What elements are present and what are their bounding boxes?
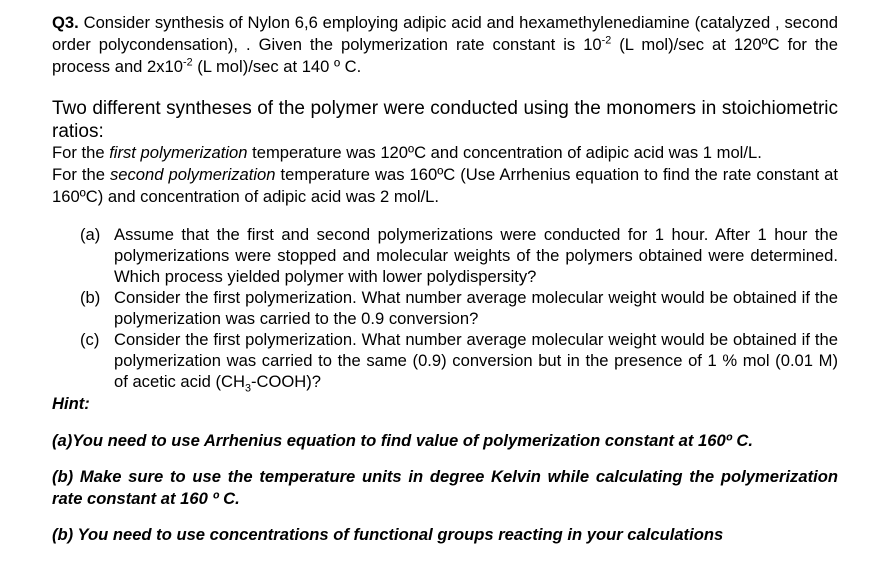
item-label: (b) — [80, 288, 101, 307]
exponent-2: -2 — [183, 56, 193, 69]
first-post: temperature was 120ºC and concentration of adipic acid was 1 mol/L. — [247, 143, 762, 162]
item-label: (c) — [80, 330, 100, 349]
hint-b-concentrations: (b) You need to use concentrations of functional groups reacting in your calculations — [52, 525, 724, 544]
question-items — [80, 224, 838, 395]
hint-label: Hint: — [52, 394, 90, 413]
item-text-1: Consider the first polymerization. What number average molecular weight would be obtained if the polymerization was carried to the same (0.9) conversion but in the presence of 1 % mol (0.01 M) of acetic acid (CH — [114, 330, 838, 391]
intro-text-1: Consider synthesis of Nylon 6,6 employing adipic acid and hexamethylenediamine (catalyzed , second order polycondensation), . Given the polymerization rate constant is 10 — [52, 13, 838, 54]
intro-text-3: (L mol)/sec at 140 º C. — [192, 57, 362, 76]
intro-text-2: (L mol)/sec at 120ºC for the process and 2x10 — [52, 35, 839, 76]
syntheses-paragraph: Two different syntheses of the polymer were conducted using the monomers in stoichiometric ratios: — [52, 98, 838, 142]
second-polymerization-em: second polymerization — [109, 165, 276, 184]
item-text: Assume that the first and second polymerizations were conducted for 1 hour. After 1 hour the polymerizations were stopped and molecular weights of the polymers obtained were determined. Which process yielded polymer with lower polydispersity? — [114, 225, 838, 286]
subscript-3: 3 — [244, 382, 251, 395]
item-label: (a) — [80, 225, 101, 244]
question-label: Q3. — [52, 13, 79, 32]
exponent-1: -2 — [601, 34, 612, 47]
hint-b-kelvin: (b) Make sure to use the temperature units in degree Kelvin while calculating the polymerization rate constant at 160 º C. — [52, 467, 838, 508]
second-pre: For the — [52, 165, 110, 184]
conditions-paragraph — [52, 142, 838, 208]
first-polymerization-em: first polymerization — [109, 143, 248, 162]
item-text: Consider the first polymerization. What number average molecular weight would be obtained if the polymerization was carried to the 0.9 conversion? — [114, 288, 838, 328]
list-item — [80, 287, 838, 329]
hint-a: (a)You need to use Arrhenius equation to find value of polymerization constant at 160º C. — [52, 431, 753, 450]
second-post: temperature was 160ºC (Use Arrhenius equation to find the rate constant at 160ºC) and concentration of adipic acid was 2 mol/L. — [52, 165, 838, 206]
list-item — [80, 329, 838, 395]
list-item — [80, 224, 838, 287]
first-pre: For the — [52, 143, 110, 162]
question-intro — [52, 12, 838, 78]
item-text-2: -COOH)? — [250, 372, 322, 391]
item-text — [114, 329, 838, 395]
